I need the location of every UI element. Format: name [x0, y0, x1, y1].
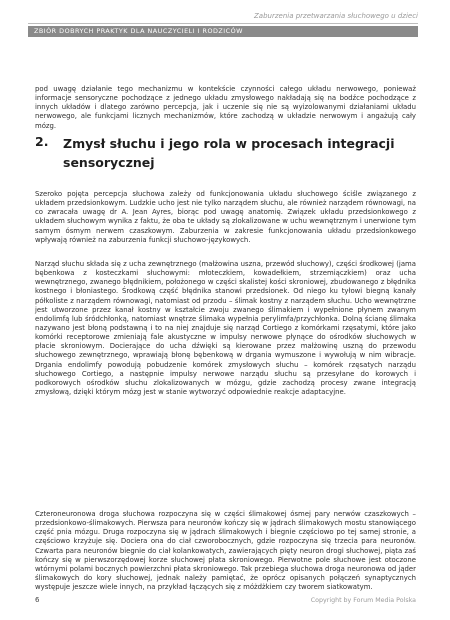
copyright-notice: Copyright by Forum Media Polska — [310, 597, 416, 604]
body-paragraph: Narząd słuchu składa się z ucha zewnętrznego (małżowina uszna, przewód słuchowy), części środkowej (jama bębenkowa z kosteczkami słuchowymi: młoteczkiem, kowadełkiem, strzemiączkiem) oraz ucha wewnętrznego, zwanego błędnikiem, położonego w części skalistej kości skroniowej, zbudowanego z błędnika kostnego i błoniastego. Środkową część błędnika stanowi przedsionek. Od niego ku tyłowi biegną kanały półkoliste z narządem równowagi, natomiast od przodu – ślimak kostny z narządem słuchu. Ucho wewnętrzne jest utworzone przez kanał kostny w kształcie zwoju zwanego ślimakiem i wypełnione płynem zwanym endolimfą lub śródchłonką, natomiast wnętrze ślimaka wypełnia perylimfa/przychłonka. Dolną ścianę ślimaka nazywano jest błoną podstawną i to na niej znajduje się narząd Cortiego z komórkami rzęsatymi, które jako komórki receptorowe zmieniają fale akustyczne w impulsy nerwowe płynące do ośrodków słuchowych w płacie skroniowym. Docierające do ucha dźwięki są kierowane przez małżowinę uszną do przewodu słuchowego zewnętrznego, wprawiają błonę bębenkową w drgania wymuszone i wywołują w nim wibracje. Drgania endolimfy powodują pobudzenie komórek zmysłowych słuchu – komórek rzęsatych narządu słuchowego Cortiego, a następnie impulsy nerwowe narządu słuchu są przesyłane do korowych i podkorowych ośrodków słuchu zlokalizowanych w mózgu, gdzie zachodzą procesy zwane integracją zmysłową, dzięki którym mózg jest w stanie wytworzyć odpowiednie reakcje adaptacyjne. — [35, 259, 416, 397]
section-title: Zmysł słuchu i jego rola w procesach integracji sensorycznej — [63, 136, 395, 170]
page-number: 6 — [35, 596, 40, 604]
header-divider — [28, 23, 418, 24]
body-paragraph: Szeroko pojęta percepcja słuchowa zależy od funkcjonowania układu słuchowego ściśle związanego z układem przedsionkowym. Ludzkie ucho jest nie tylko narządem słuchu, ale również narządem równowagi, na co zwracała uwagę dr A. Jean Ayres, biorąc pod uwagę anatomię. Związek układu przedsionkowego z układem słuchowym wynika z faktu, że oba te układy są zlokalizowane w uchu wewnętrznym i unerwione tym samym ósmym nerwem czaszkowym. Zaburzenia w zakresie funkcjonowania układu przedsionkowego wpływają również na zaburzenia funkcji słuchowo-językowych. — [35, 189, 416, 244]
series-label: ZBIÓR DOBRYCH PRAKTYK DLA NAUCZYCIELI I RODZICÓW — [34, 27, 243, 35]
series-banner — [28, 26, 418, 37]
section-number: 2. — [35, 134, 49, 149]
intro-paragraph: pod uwagę działanie tego mechanizmu w kontekście czynności całego układu nerwowego, ponieważ informacje sensoryczne pochodzące z jednego układu zmysłowego nakładają się na bodźce pochodzące z innych układów i dlatego zarówno percepcja, jak i uczenie się nie są wyizolowanymi działaniami układu nerwowego, ale funkcjami licznych mechanizmów, które zachodzą w układzie nerwowym i angażują cały mózg. — [35, 84, 416, 130]
body-paragraph: Czteroneuronowa droga słuchowa rozpoczyna się w części ślimakowej ósmej pary nerwów czaszkowych – przedsionkowo-ślimakowych. Pierwsza para neuronów kończy się w jądrach ślimakowych mostu stanowiącego część pnia mózgu. Druga rozpoczyna się w jądrach ślimakowych i biegnie częściowo po tej samej stronie, a częściowo krzyżuje się. Dociera ona do ciał czworobocznych, gdzie rozpoczyna się trzecia para neuronów. Czwarta para neuronów biegnie do ciał kolankowatych, zawierających pięty neuron drogi słuchowej, piąta zaś kończy się w pierwszorzędowej korze słuchowej płata skroniowego. Pierwotne pole słuchowe jest otoczone wtórnymi polami bocznych powierzchni płata skroniowego. Tak przebiega słuchowa droga neuronowa od jąder ślimakowych do kory słuchowej, jednak należy pamiętać, że oprócz opisanych połączeń synaptycznych występuje jeszcze wiele innych, na przykład łączących się z móżdżkiem czy tworem siatkowatym. — [35, 509, 416, 592]
running-title: Zaburzenia przetwarzania słuchowego u dzieci — [254, 12, 418, 20]
